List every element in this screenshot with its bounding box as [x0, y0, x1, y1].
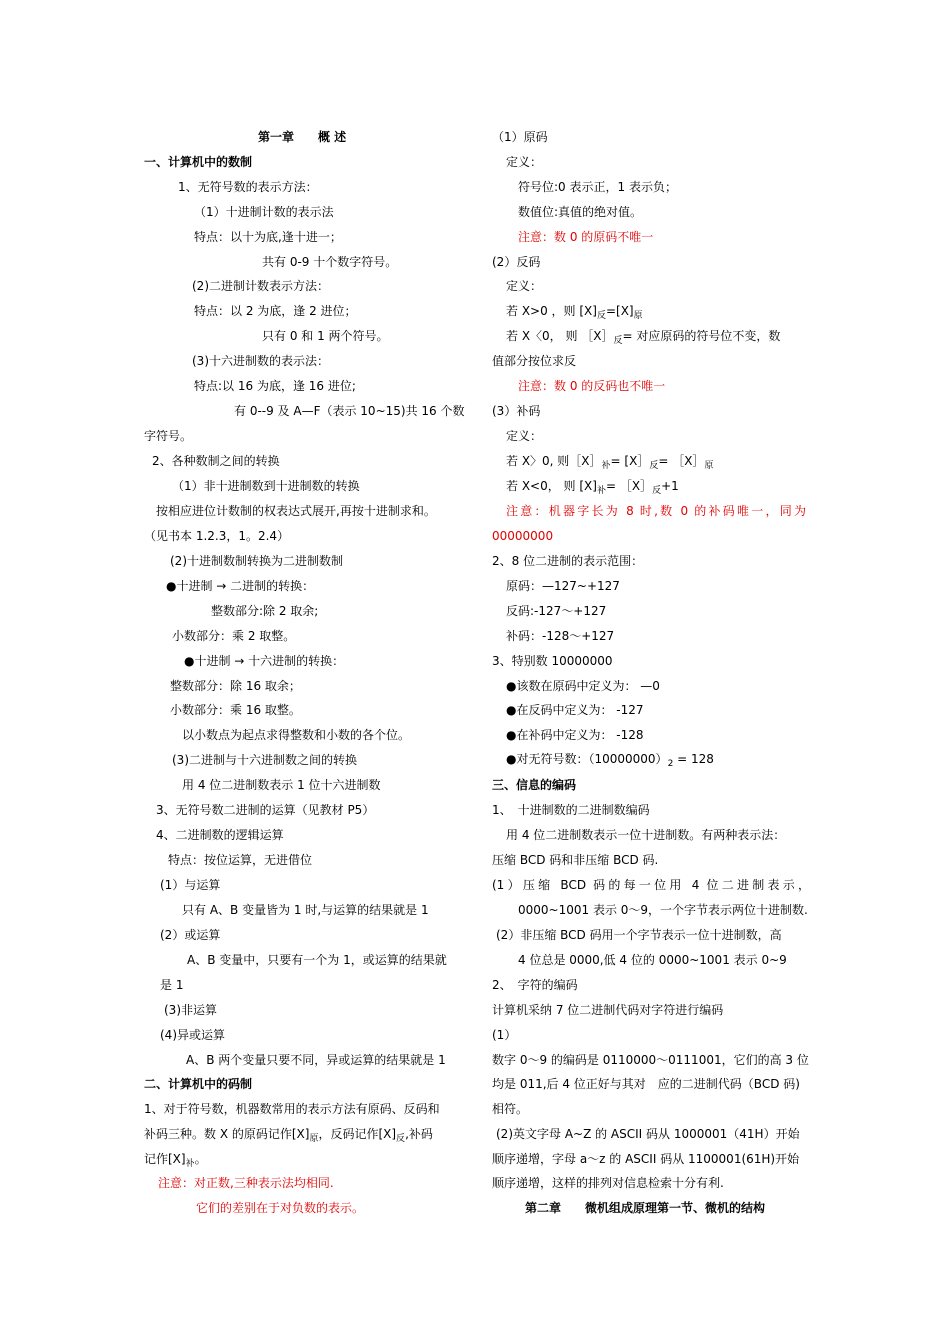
text-line: 按相应进位计数制的权表达式展开,再按十进制求和。: [156, 504, 436, 518]
text-line: 共有 0-9 十个数字符号。: [262, 255, 398, 269]
text-line: 用 4 位二进制数表示 1 位十六进制数: [182, 778, 381, 792]
text-line: 相符。: [492, 1102, 529, 1116]
text-line: 顺序递增，这样的排列对信息检索十分有利.: [492, 1176, 724, 1190]
text-line: 3、特别数 10000000: [492, 654, 613, 668]
text-line: 有 0--9 及 A—F（表示 10~15)共 16 个数: [234, 404, 465, 418]
note-text: 它们的差别在于对负数的表示。: [196, 1201, 365, 1215]
text-line: 计算机采纳 7 位二进制代码对字符进行编码: [492, 1003, 724, 1017]
text-line: 是 1: [160, 978, 184, 992]
note-text: 00000000: [492, 529, 554, 543]
text-line: (1）与运算: [160, 878, 221, 892]
text-line: 以小数点为起点求得整数和小数的各个位。: [182, 728, 411, 742]
text-line: ●对无符号数：$(10000000)_2 = 128$: [506, 752, 714, 769]
text-line: ●该数在原码中定义为： —0: [506, 679, 660, 693]
text-line: 字符号。: [144, 429, 193, 443]
text-line: (3)非运算: [164, 1003, 217, 1017]
text-line: 顺序递增，字母 a～z 的 ASCII 码从 1100001(61H)开始: [492, 1152, 800, 1166]
text-line: (1）: [492, 1028, 517, 1042]
text-line: ●在补码中定义为： -128: [506, 728, 644, 742]
text-line: ●十进制 → 十六进制的转换：: [184, 654, 345, 668]
text-line: (4)异或运算: [160, 1028, 225, 1042]
text-line: 4 位总是 0000,低 4 位的 0000~1001 表示 0~9: [518, 953, 787, 967]
note-text: 注意：对正数,三种表示法均相同.: [158, 1176, 334, 1190]
text-line: 均是 011,后 4 位正好与其对 应的二进制代码（BCD 码): [492, 1077, 800, 1091]
text-line: 若 X〉0, 则$[X]_补=$ [$X]_反=$ $[X]_原$: [506, 454, 714, 471]
text-line: 2、 字符的编码: [492, 978, 578, 992]
text-line: 4、二进制数的逻辑运算: [156, 828, 284, 842]
text-line: 整数部分：除 16 取余；: [170, 679, 301, 693]
text-line: ●十进制 → 二进制的转换：: [166, 579, 315, 593]
text-line: 2、各种数制之间的转换: [152, 454, 280, 468]
text-line: 用 4 位二进制数表示一位十进制数。有两种表示法：: [506, 828, 786, 842]
text-line: A、B 变量中，只要有一个为 1，或运算的结果就: [187, 953, 447, 967]
text-line: 3、无符号数二进制的运算（见教材 P5）: [156, 803, 375, 817]
text-line: A、B 两个变量只要不同，异或运算的结果就是 1: [186, 1053, 446, 1067]
text-line: 0000~1001 表示 0～9，一个字节表示两位十进制数.: [518, 903, 808, 917]
text-line: 原码：—127~+127: [506, 579, 620, 593]
text-line: 符号位:0 表示正，1 表示负；: [518, 180, 677, 194]
note-text: 注意：机器字长为 8 时,数 0 的补码唯一，同为: [506, 504, 806, 518]
text-line: (2）非压缩 BCD 码用一个字节表示一位十进制数，高: [496, 928, 782, 942]
text-line: 反码:-127～+127: [506, 604, 607, 618]
text-line: 1、无符号数的表示方法：: [178, 180, 318, 194]
text-line: 补码：-128～+127: [506, 629, 615, 643]
text-line: (2）或运算: [160, 928, 221, 942]
text-line: (3）补码: [492, 404, 541, 418]
text-line: 1、对于符号数，机器数常用的表示方法有原码、反码和: [144, 1102, 440, 1116]
text-line: 值部分按位求反: [492, 354, 577, 368]
section-heading: 三、信息的编码: [492, 778, 577, 792]
section-heading: 二、计算机中的码制: [144, 1077, 253, 1091]
text-line: ●在反码中定义为： -127: [506, 703, 644, 717]
text-line: (2)英文字母 A~Z 的 ASCII 码从 1000001（41H）开始: [496, 1127, 800, 1141]
text-line: 1、 十进制数的二进制数编码: [492, 803, 650, 817]
text-line: 若 X〈0， 则 $[X]_反=$ 对应原码的符号位不变，数: [506, 329, 781, 346]
text-line: 定义：: [506, 429, 543, 443]
chapter-title: 第二章 微机组成原理第一节、微机的结构: [525, 1201, 766, 1215]
text-line: 2、8 位二进制的表示范围：: [492, 554, 644, 568]
text-line: 若 X<0， 则 $[X]_补=$ $[X]_反+1$: [506, 479, 679, 496]
chapter-title: 第一章 概 述: [258, 130, 347, 144]
text-line: （1）十进制计数的表示法: [194, 205, 334, 219]
text-line: 整数部分:除 2 取余;: [211, 604, 319, 618]
text-line: 若 X>0 ，则 $[X]_反=[X]_原$: [506, 304, 643, 321]
text-line: 特点：以 2 为底，逢 2 进位；: [194, 304, 357, 318]
text-line: 特点:以 16 为底，逢 16 进位;: [194, 379, 356, 393]
text-line: 数字 0～9 的编码是 0110000～0111001，它们的高 3 位: [492, 1053, 809, 1067]
text-line: 压缩 BCD 码和非压缩 BCD 码.: [492, 853, 659, 867]
text-line: 只有 A、B 变量皆为 1 时,与运算的结果就是 1: [182, 903, 429, 917]
text-line: （见书本 1.2.3，1。2.4）: [144, 529, 290, 543]
section-heading: 一、计算机中的数制: [144, 155, 253, 169]
text-line: 小数部分：乘 2 取整。: [172, 629, 296, 643]
note-text: 注意：数 0 的原码不唯一: [518, 230, 654, 244]
text-line: 补码三种。数 X 的原码记作$[X]_原$，反码记作$[X]_反$,补码: [144, 1127, 433, 1144]
text-line: (1）压缩 BCD 码的每一位用 4 位二进制表示，: [492, 878, 810, 892]
text-line: (3)二进制与十六进制数之间的转换: [172, 753, 357, 767]
text-line: 定义：: [506, 155, 543, 169]
text-line: （1）原码: [492, 130, 548, 144]
text-line: (2）反码: [492, 255, 541, 269]
text-line: 只有 0 和 1 两个符号。: [262, 329, 389, 343]
text-line: (3)十六进制数的表示法：: [192, 354, 329, 368]
text-line: 记作$[X]_补$。: [144, 1152, 207, 1169]
text-line: 特点：按位运算，无进借位: [168, 853, 313, 867]
text-line: 特点：以十为底,逢十进一；: [194, 230, 342, 244]
note-text: 注意：数 0 的反码也不唯一: [518, 379, 666, 393]
text-line: 数值位:真值的绝对值。: [518, 205, 643, 219]
text-line: 小数部分：乘 16 取整。: [170, 703, 301, 717]
text-line: (2)十进制数制转换为二进制数制: [170, 554, 343, 568]
text-line: 定义：: [506, 279, 543, 293]
text-line: (2)二进制计数表示方法：: [192, 279, 329, 293]
text-line: （1）非十进制数到十进制数的转换: [172, 479, 360, 493]
